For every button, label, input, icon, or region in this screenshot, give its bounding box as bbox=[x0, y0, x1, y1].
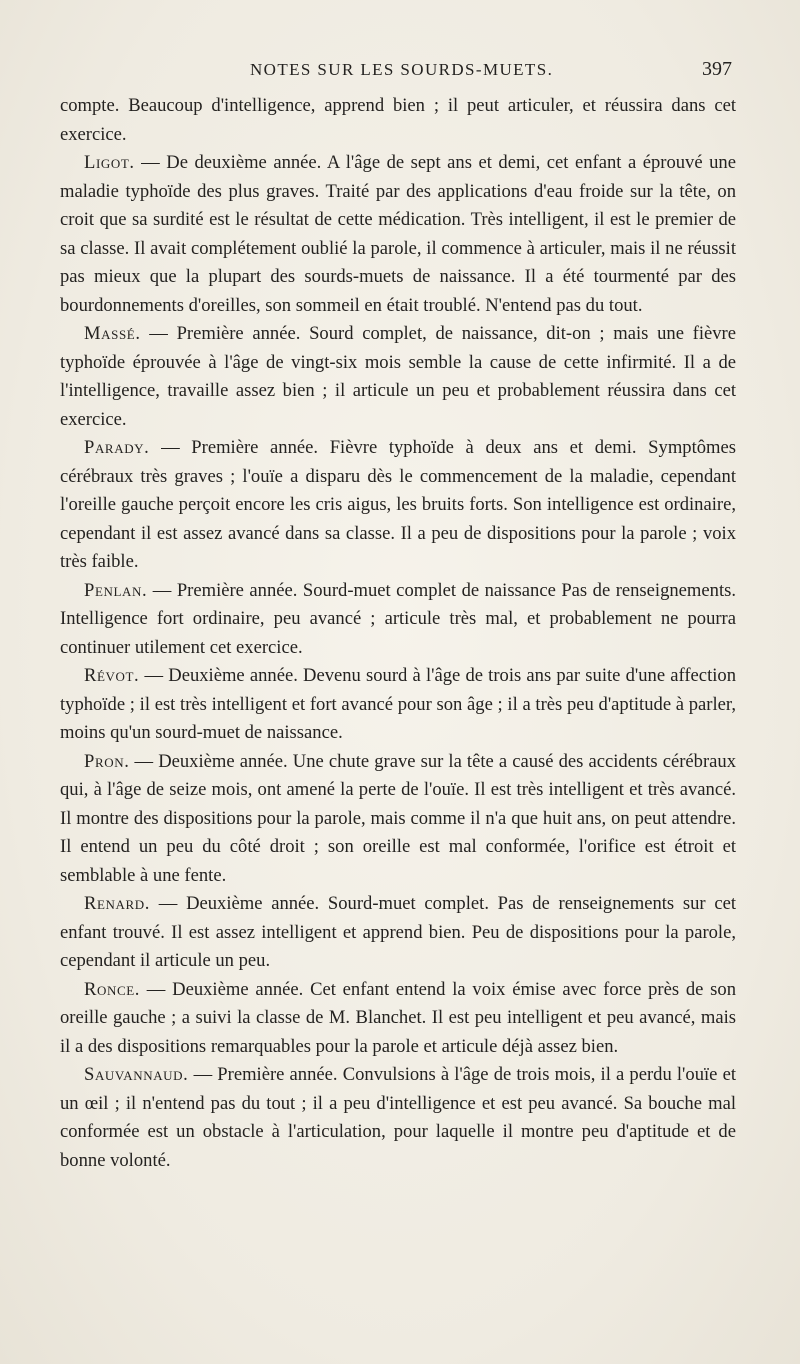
entry-pron bbox=[60, 748, 736, 891]
entry-sauvannaud bbox=[60, 1061, 736, 1175]
entry-name: Ligot. bbox=[84, 152, 135, 173]
entry-text: — Première année. Convulsions à l'âge de trois mois, il a perdu l'ouïe et un œil ; il n'entend pas du tout ; il a peu d'intelligence et est peu avancé. Sa bouche mal conformée est un obstacle à l'articulation, pour laquelle il montre peu d'aptitude et de bonne volonté. bbox=[60, 1064, 736, 1171]
entry-renard bbox=[60, 890, 736, 976]
entry-penlan bbox=[60, 577, 736, 663]
entry-name: Ronce. bbox=[84, 978, 141, 1000]
entry-revot bbox=[60, 662, 736, 748]
entry-name: Renard. bbox=[84, 893, 151, 914]
entry-name: Massé. bbox=[84, 323, 141, 344]
entry-text: — Première année. Sourd-muet complet de naissance Pas de renseignements. Intelligence fort ordinaire, peu avancé ; articule très mal, et probablement ne pourra continuer utilement cet exercice. bbox=[60, 579, 736, 658]
entry-ronce bbox=[60, 976, 736, 1062]
entry-name: Penlan. bbox=[84, 579, 148, 601]
entry-text: — Première année. Fièvre typhoïde à deux ans et demi. Symptômes cérébraux très graves ; l'ouïe a disparu dès le commencement de la maladie, cependant l'oreille gauche perçoit encore les cris aigus, les bruits forts. Son intelligence est ordinaire, cependant il est assez avancé dans sa classe. Il a peu de dispositions pour la parole ; voix très faible. bbox=[60, 437, 736, 572]
page-number: 397 bbox=[702, 58, 732, 80]
entry-ligot bbox=[60, 149, 736, 320]
entry-text: — Deuxième année. Une chute grave sur la tête a causé des accidents cérébraux qui, à l'âge de seize mois, ont amené la perte de l'ouïe. Il est très intelligent et très avancé. Il montre des dispositions pour la parole, mais comme il n'a que huit ans, on peut attendre. Il entend un peu du côté droit ; son oreille est mal conformée, l'orifice est étroit et semblable à une fente. bbox=[60, 750, 736, 886]
entry-text: — Deuxième année. Devenu sourd à l'âge de trois ans par suite d'une affection typhoïde ; il est très intelligent et fort avancé pour son âge ; il a très peu d'aptitude à parler, moins qu'un sourd-muet de naissance. bbox=[60, 665, 736, 743]
continuation-paragraph: compte. Beaucoup d'intelligence, apprend bien ; il peut articuler, et réussira dans cet exercice. bbox=[60, 95, 736, 145]
entry-name: Révot. bbox=[84, 665, 140, 686]
entry-name: Parady. bbox=[84, 437, 150, 458]
entry-name: Pron. bbox=[84, 750, 130, 772]
entry-text: — De deuxième année. A l'âge de sept ans et demi, cet enfant a éprouvé une maladie typhoïde des plus graves. Traité par des applications d'eau froide sur la tête, on croit que sa surdité est le résultat de cette médication. Très intelligent, il est le premier de sa classe. Il avait complétement oublié la parole, il commence à articuler, mais il ne réussit pas mieux que la plupart des sourds-muets de naissance. Il a été tourmenté par des bourdonnements d'oreilles, son sommeil en était troublé. N'entend pas du tout. bbox=[60, 152, 736, 316]
running-title: NOTES SUR LES SOURDS-MUETS. bbox=[250, 60, 554, 79]
entry-masse bbox=[60, 320, 736, 434]
entry-name: Sauvannaud. bbox=[84, 1064, 189, 1085]
entry-text: — Deuxième année. Cet enfant entend la voix émise avec force près de son oreille gauche ; a suivi la classe de M. Blanchet. Il est peu intelligent et peu avancé, mais il a des dispositions remarquables pour la parole et articule déjà assez bien. bbox=[60, 978, 736, 1057]
entry-text: — Deuxième année. Sourd-muet complet. Pas de renseignements sur cet enfant trouvé. Il est assez intelligent et apprend bien. Peu de dispositions pour la parole, cependant il articule un peu. bbox=[60, 893, 736, 971]
entry-text: — Première année. Sourd complet, de naissance, dit-on ; mais une fièvre typhoïde éprouvée à l'âge de vingt-six mois semble la cause de cette infirmité. Il a de l'intelligence, travaille assez bien ; il articule un peu et probablement réussira dans cet exercice. bbox=[60, 323, 736, 430]
page-body bbox=[60, 92, 736, 1175]
entry-parady bbox=[60, 434, 736, 577]
page-header bbox=[60, 58, 736, 86]
